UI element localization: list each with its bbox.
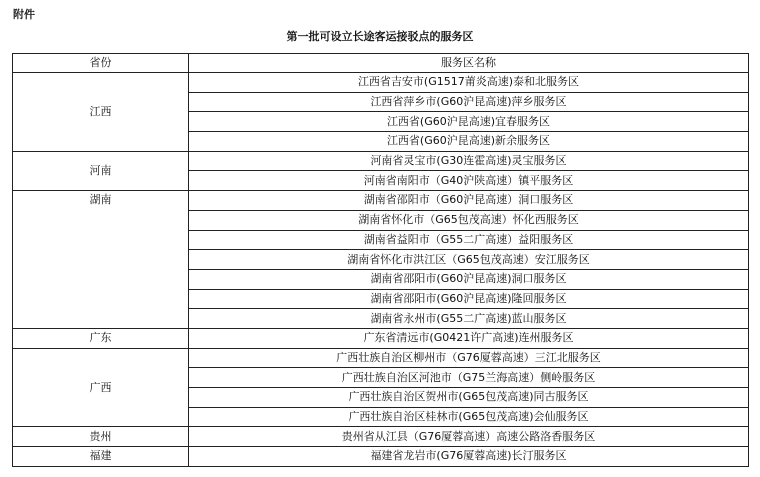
service-area-cell: 江西省萍乡市(G60沪昆高速)萍乡服务区 <box>189 92 749 112</box>
service-area-cell: 广东省清远市(G0421许广高速)连州服务区 <box>189 328 749 348</box>
service-area-cell: 湖南省邵阳市(G60沪昆高速)隆回服务区 <box>189 289 749 309</box>
service-area-cell: 湖南省益阳市（G55二广高速）益阳服务区 <box>189 230 749 250</box>
province-cell: 广东 <box>13 328 189 348</box>
attachment-label: 附件 <box>13 8 35 21</box>
table-row <box>13 328 749 348</box>
document-title: 第一批可设立长途客运接驳点的服务区 <box>286 30 474 43</box>
table-row <box>13 73 749 93</box>
service-area-cell: 湖南省怀化市（G65包茂高速）怀化西服务区 <box>189 210 749 230</box>
table-body <box>13 73 749 467</box>
table-row <box>13 427 749 447</box>
service-area-cell: 湖南省邵阳市（G60沪昆高速）洞口服务区 <box>189 191 749 211</box>
table-row <box>13 447 749 467</box>
service-area-cell: 江西省(G60沪昆高速)新余服务区 <box>189 132 749 152</box>
service-area-cell: 江西省(G60沪昆高速)宜春服务区 <box>189 112 749 132</box>
service-area-cell: 湖南省怀化市洪江区（G65包茂高速）安江服务区 <box>189 250 749 270</box>
province-cell: 江西 <box>13 73 189 152</box>
province-cell: 福建 <box>13 447 189 467</box>
table-row <box>13 348 749 368</box>
service-area-cell: 福建省龙岩市(G76厦蓉高速)长汀服务区 <box>189 447 749 467</box>
service-area-table <box>12 53 749 467</box>
table-row <box>13 191 749 211</box>
table-row <box>13 151 749 171</box>
service-area-cell: 江西省吉安市(G1517莆炎高速)泰和北服务区 <box>189 73 749 93</box>
service-area-cell: 河南省南阳市（G40沪陕高速）镇平服务区 <box>189 171 749 191</box>
service-area-cell: 贵州省从江县（G76厦蓉高速）高速公路洛香服务区 <box>189 427 749 447</box>
service-area-header: 服务区名称 <box>189 54 749 73</box>
province-header: 省份 <box>13 54 189 73</box>
province-cell: 贵州 <box>13 427 189 447</box>
service-area-cell: 河南省灵宝市(G30连霍高速)灵宝服务区 <box>189 151 749 171</box>
service-area-cell: 广西壮族自治区贺州市(G65包茂高速)同古服务区 <box>189 388 749 408</box>
service-area-cell: 广西壮族自治区河池市（G75兰海高速）侧岭服务区 <box>189 368 749 388</box>
table-header-row <box>13 54 749 73</box>
service-area-cell: 广西壮族自治区桂林市(G65包茂高速)会仙服务区 <box>189 407 749 427</box>
service-area-cell: 湖南省永州市(G55二广高速)蓝山服务区 <box>189 309 749 329</box>
province-cell: 湖南 <box>13 191 189 329</box>
service-area-cell: 广西壮族自治区柳州市（G76厦蓉高速）三江北服务区 <box>189 348 749 368</box>
province-cell: 广西 <box>13 348 189 427</box>
province-cell: 河南 <box>13 151 189 190</box>
service-area-cell: 湖南省邵阳市(G60沪昆高速)洞口服务区 <box>189 269 749 289</box>
